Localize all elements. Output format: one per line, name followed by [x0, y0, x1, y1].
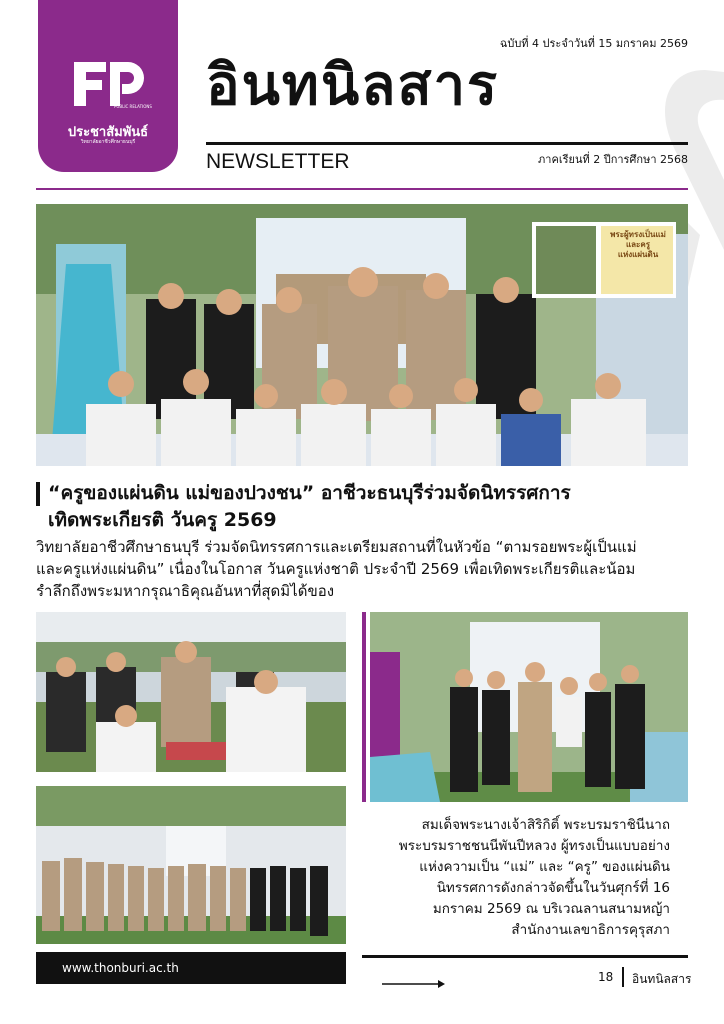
- logo-brand-name: ประชาสัมพันธ์: [67, 125, 149, 140]
- headline-accent-bar: [36, 482, 40, 506]
- banner-line-1: พระผู้ทรงเป็นแม่: [610, 230, 666, 239]
- main-group-photo: [36, 204, 688, 466]
- pr-logo: [38, 0, 178, 172]
- footer-separator: [622, 967, 624, 987]
- headline-line-2: เทิดพระเกียรติ วันครู 2569: [48, 509, 277, 531]
- caption-line-1: สมเด็จพระนางเจ้าสิริกิติ์ พระบรมราชินีนาถ: [421, 817, 670, 833]
- banner-line-3: แห่งแผ่นดิน: [617, 250, 659, 259]
- term-label: ภาคเรียนที่ 2 ปีการศึกษา 2568: [538, 153, 688, 166]
- banner-text: [604, 230, 672, 260]
- caption-line-3: แห่งความเป็น “แม่” และ “ครู” ของแผ่นดิน: [419, 859, 670, 875]
- caption-line-6: สำนักงานเลขาธิการคุรุสภา: [511, 922, 670, 938]
- staff-lineup-photo: [36, 786, 346, 944]
- footer-publication-name: อินทนิลสาร: [632, 972, 692, 986]
- intro-line-2: และครูแห่งแผ่นดิน” เนื่องในโอกาส วันครูแห่งชาติ ประจำปี 2569 เพื่อเทิดพระเกียรติและน้อม: [36, 560, 636, 578]
- exhibit-group-photo: [370, 612, 688, 802]
- page-number: 18: [598, 970, 614, 984]
- photo-caption: [370, 815, 670, 941]
- title-rule: [206, 142, 688, 145]
- logo-sub-label: วิทยาลัยอาชีวศึกษาธนบุรี: [80, 139, 136, 145]
- pr-logo-mark: [72, 58, 146, 108]
- website-link[interactable]: www.thonburi.ac.th: [62, 961, 179, 975]
- arrow-right-icon: [382, 978, 446, 990]
- intro-line-1: วิทยาลัยอาชีวศึกษาธนบุรี ร่วมจัดนิทรรศการและเตรียมสถานที่ในหัวข้อ “ตามรอยพระผู้เป็นแม่: [36, 538, 637, 556]
- newsletter-title: อินทนิลสาร: [206, 53, 500, 118]
- caption-line-2: พระบรมราชชนนีพันปีหลวง ผู้ทรงเป็นแบบอย่าง: [398, 838, 670, 854]
- workshop-photo: [36, 612, 346, 772]
- article-intro: [36, 536, 688, 602]
- intro-line-3: รำลึกถึงพระมหากรุณาธิคุณอันหาที่สุดมิได้ของ: [36, 582, 335, 600]
- article-headline: [48, 480, 688, 534]
- footer-rule: [362, 955, 688, 958]
- logo-tiny-label: PUBLIC RELATIONS: [114, 104, 152, 109]
- newsletter-label: NEWSLETTER: [206, 150, 350, 173]
- caption-line-4: นิทรรศการดังกล่าวจัดขึ้นในวันศุกร์ที่ 16: [436, 880, 670, 896]
- banner-line-2: และครู: [625, 240, 650, 249]
- caption-line-5: มกราคม 2569 ณ บริเวณลานสนามหญ้า: [432, 901, 670, 917]
- issue-date: ฉบับที่ 4 ประจำวันที่ 15 มกราคม 2569: [499, 37, 688, 50]
- headline-line-1: “ครูของแผ่นดิน แม่ของปวงชน” อาชีวะธนบุรีร่วมจัดนิทรรศการ: [48, 482, 571, 504]
- header-divider: [36, 188, 688, 190]
- photo-accent-bar: [362, 612, 366, 802]
